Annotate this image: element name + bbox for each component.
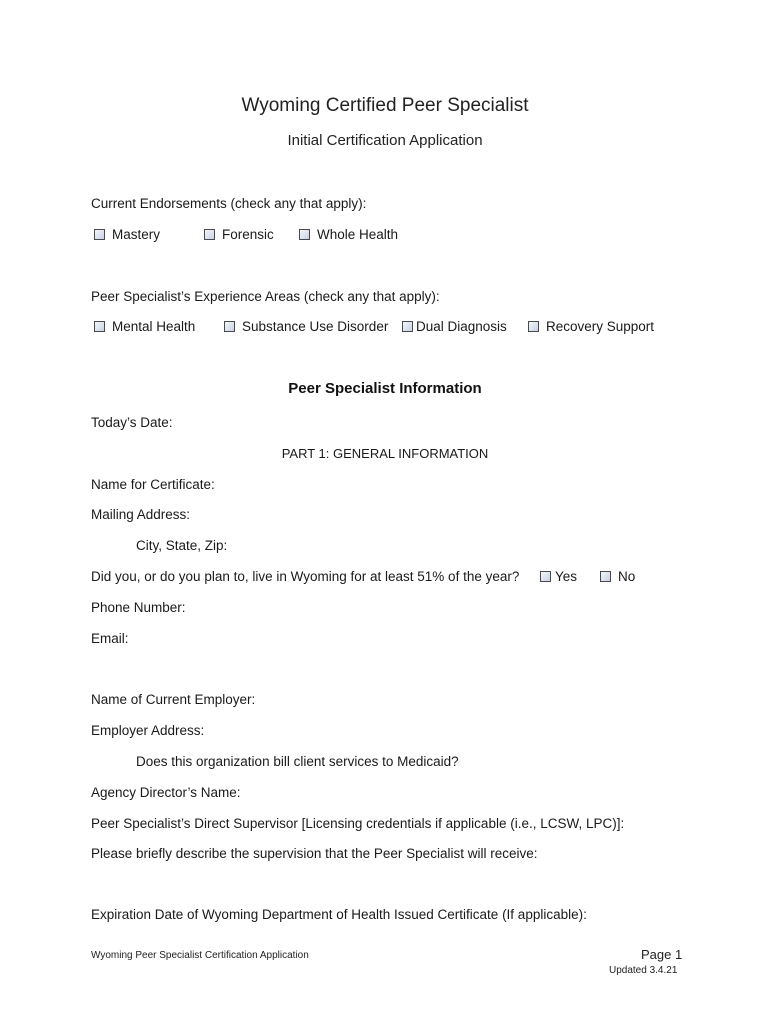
direct-supervisor-label: Peer Specialist’s Direct Supervisor [Licensing credentials if applicable (i.e., LCSW, LPC)]: <box>91 816 625 831</box>
no-checkbox[interactable] <box>600 571 611 582</box>
mastery-checkbox[interactable] <box>94 229 105 240</box>
endorsement-option-mastery[interactable] <box>94 227 160 242</box>
expiration-date-label: Expiration Date of Wyoming Department of Health Issued Certificate (If applicable): <box>91 907 587 922</box>
no-label: No <box>618 569 636 584</box>
recovery-support-checkbox[interactable] <box>528 321 539 332</box>
medicaid-question-label: Does this organization bill client services to Medicaid? <box>136 754 459 769</box>
yes-label: Yes <box>555 569 578 584</box>
footer-document-name: Wyoming Peer Specialist Certification Application <box>91 950 309 961</box>
todays-date-label: Today’s Date: <box>91 415 173 430</box>
endorsement-option-forensic[interactable] <box>204 227 274 242</box>
whole-health-label: Whole Health <box>317 227 399 242</box>
live-option-no[interactable] <box>600 569 635 584</box>
recovery-support-label: Recovery Support <box>546 319 655 334</box>
mailing-address-label: Mailing Address: <box>91 507 191 522</box>
footer-updated-date: Updated 3.4.21 <box>609 965 678 976</box>
employer-name-label: Name of Current Employer: <box>91 692 256 707</box>
experience-option-mental-health[interactable] <box>94 319 195 334</box>
endorsements-prompt: Current Endorsements (check any that apply): <box>91 196 367 211</box>
whole-health-checkbox[interactable] <box>299 229 310 240</box>
dual-diagnosis-checkbox[interactable] <box>402 321 413 332</box>
city-state-zip-label: City, State, Zip: <box>136 538 228 553</box>
substance-use-label: Substance Use Disorder <box>242 319 389 334</box>
agency-director-label: Agency Director’s Name: <box>91 785 241 800</box>
substance-use-checkbox[interactable] <box>224 321 235 332</box>
mental-health-checkbox[interactable] <box>94 321 105 332</box>
experience-option-dual-diagnosis[interactable] <box>402 319 507 334</box>
footer-page-number: Page 1 <box>641 947 683 962</box>
phone-label: Phone Number: <box>91 600 186 615</box>
supervision-describe-label: Please briefly describe the supervision that the Peer Specialist will receive: <box>91 846 538 861</box>
yes-checkbox[interactable] <box>540 571 551 582</box>
dual-diagnosis-label: Dual Diagnosis <box>416 319 507 334</box>
email-label: Email: <box>91 631 129 646</box>
employer-address-label: Employer Address: <box>91 723 205 738</box>
section-title: Peer Specialist Information <box>288 380 482 397</box>
endorsement-option-whole-health[interactable] <box>299 227 398 242</box>
live-option-yes[interactable] <box>540 569 577 584</box>
page-title: Wyoming Certified Peer Specialist <box>241 95 529 116</box>
mental-health-label: Mental Health <box>112 319 196 334</box>
experience-option-recovery-support[interactable] <box>528 319 654 334</box>
mastery-label: Mastery <box>112 227 161 242</box>
forensic-label: Forensic <box>222 227 274 242</box>
name-certificate-label: Name for Certificate: <box>91 477 215 492</box>
experience-prompt: Peer Specialist’s Experience Areas (check any that apply): <box>91 289 440 304</box>
live-question-label: Did you, or do you plan to, live in Wyoming for at least 51% of the year? <box>91 569 520 584</box>
experience-option-substance-use[interactable] <box>224 319 388 334</box>
forensic-checkbox[interactable] <box>204 229 215 240</box>
part-title: PART 1: GENERAL INFORMATION <box>281 446 489 461</box>
page-subtitle: Initial Certification Application <box>287 132 483 149</box>
